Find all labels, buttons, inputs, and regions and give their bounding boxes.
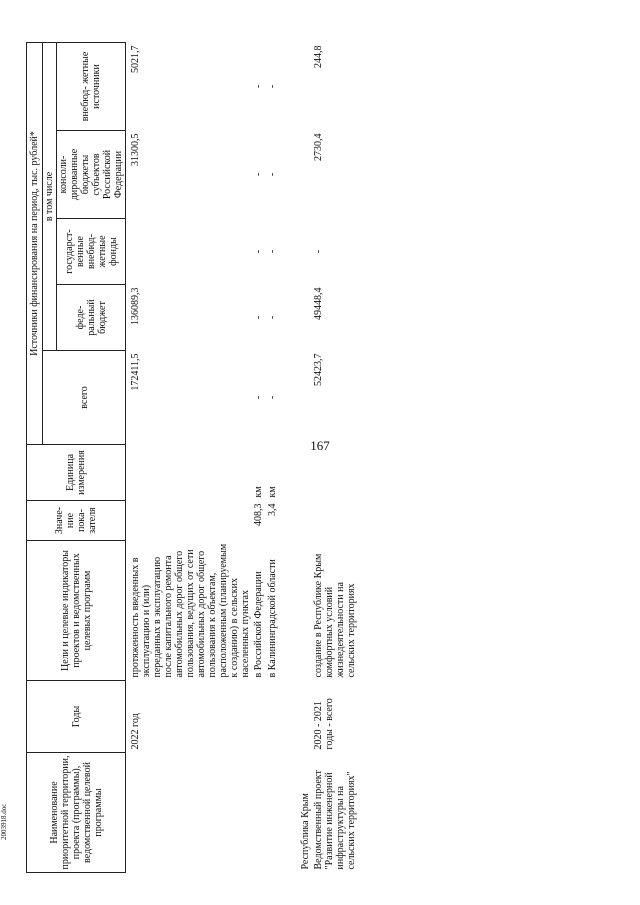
row-crimea-extra: 244,8 [313,45,324,68]
page-number: 167 [310,438,330,453]
row-kal-federal: - [267,315,278,320]
footer-code: 2003918.doc [0,803,8,840]
row-rf-state-extra: - [253,249,264,254]
col-name-header: Наименование приоритетной территории, проекта (программы), ведомственной целевой программы [27,753,126,873]
table-row [312,42,364,872]
table-row [252,42,266,872]
row-kal-total: - [267,395,278,400]
row-crimea-state-extra: - [313,249,324,254]
row-2022-extra: 5021,7 [130,45,141,73]
row-rf-federal: - [253,315,264,320]
col-extra-header: внебюд- жетные источники [57,42,126,130]
row-2022-consolidated: 31300,5 [130,133,141,166]
col-years-header: Годы [27,681,126,753]
col-value-header: Значе- ние пока- зателя [27,501,126,541]
table-row [266,42,296,872]
col-consolidated-header: консоли- дированные бюджеты субъектов Российской Федерации [57,131,126,219]
row-kal-unit: км [267,486,278,498]
row-kal-goal: в Калининградской области [267,559,278,678]
row-rf-unit: км [253,486,264,498]
row-kal-value: 3,4 [267,503,278,516]
row-2022-federal: 136089,3 [130,287,141,325]
row-2022-year: 2022 год [130,713,141,750]
row-rf-value: 408,3 [253,503,264,526]
table-row [296,42,312,872]
row-rf-total: - [253,395,264,400]
row-crimea-name: Ведомственный проект "Развитие инженерной инфраструктуры на сельских территориях" [313,770,357,870]
col-unit-header: Единица измерения [27,445,126,501]
table-row [126,42,253,872]
financing-table [26,42,364,873]
col-total-header: всего [43,351,126,445]
row-rf-consolidated: - [253,172,264,177]
row-2022-total: 172411,5 [130,353,141,391]
funding-group-header: Источники финансирования на период, тыс. рублей* [27,42,43,444]
row-crimea-federal: 49448,4 [313,287,324,320]
col-state-extra-header: государст- венные внебюд- жетные фонды [57,219,126,285]
row-crimea-total: 52423,7 [313,353,324,386]
row-2022-goal: протяженность введенных в эксплуатацию и (или) переданных в эксплуатацию после капитального ремонта автомобильных дорог общего пользования, ведущих от сети автомобильных дорог общего пользования к объектам, расположенным (планируемым к созданию) в сельских населенных пунктах [130,543,251,678]
section-crimea: Республика Крым [300,793,311,870]
col-federal-header: феде- ральный бюджет [57,285,126,351]
row-kal-consolidated: - [267,172,278,177]
row-rf-extra: - [253,84,264,89]
row-crimea-year: 2020 - 2021 годы - всего [313,698,335,750]
col-goals-header: Цели и целевые индикаторы проектов и ведомственных целевых программ [27,541,126,681]
row-crimea-goal: создание в Республике Крым комфортных условий жизнедеятельности на сельских территориях [313,553,357,678]
row-crimea-consolidated: 2730,4 [313,133,324,161]
row-kal-state-extra: - [267,249,278,254]
rotated-page [26,43,606,873]
row-rf-goal: в Российской Федерации [253,571,264,678]
in-that-number-header: в том числе [43,42,57,350]
row-kal-extra: - [267,84,278,89]
